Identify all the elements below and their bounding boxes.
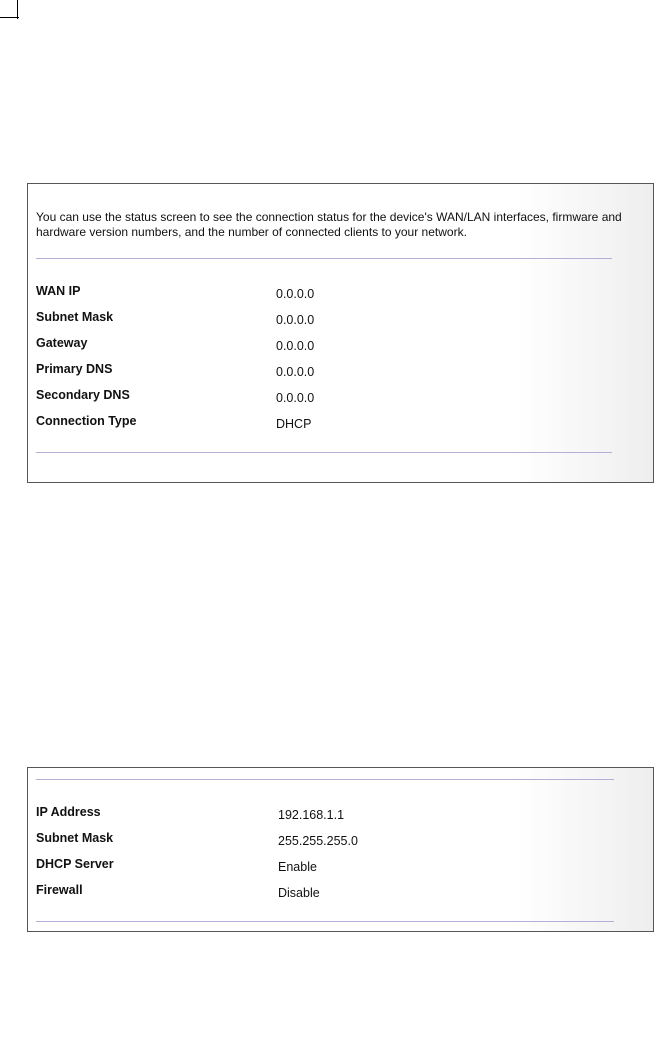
divider-top xyxy=(36,258,612,259)
connection-type-label: Connection Type xyxy=(36,414,137,428)
secondary-dns-row xyxy=(36,388,596,404)
connection-type-row xyxy=(36,414,596,430)
primary-dns-value: 0.0.0.0 xyxy=(276,365,315,379)
divider-bottom xyxy=(36,452,612,453)
primary-dns-row xyxy=(36,362,596,378)
wan-status-panel xyxy=(27,183,654,483)
firewall-value: Disable xyxy=(278,886,320,900)
gateway-value: 0.0.0.0 xyxy=(276,339,315,353)
lan-subnet-mask-label: Subnet Mask xyxy=(36,831,114,845)
wan-subnet-mask-row xyxy=(36,310,596,326)
primary-dns-label: Primary DNS xyxy=(36,362,113,376)
lan-ip-address-value: 192.168.1.1 xyxy=(278,808,345,822)
wan-ip-label: WAN IP xyxy=(36,284,81,298)
firewall-row xyxy=(36,883,596,899)
wan-ip-value: 0.0.0.0 xyxy=(276,287,315,301)
connection-type-value: DHCP xyxy=(276,417,312,431)
divider-top xyxy=(36,779,614,780)
lan-ip-address-row xyxy=(36,805,596,821)
secondary-dns-label: Secondary DNS xyxy=(36,388,130,402)
divider-bottom xyxy=(36,921,614,922)
wan-subnet-mask-label: Subnet Mask xyxy=(36,310,114,324)
dhcp-server-row xyxy=(36,857,596,873)
secondary-dns-value: 0.0.0.0 xyxy=(276,391,315,405)
dhcp-server-label: DHCP Server xyxy=(36,857,114,871)
crop-mark-vertical xyxy=(17,0,18,19)
lan-status-panel xyxy=(27,767,654,932)
gateway-row xyxy=(36,336,596,352)
lan-subnet-mask-value: 255.255.255.0 xyxy=(278,834,358,848)
lan-ip-address-label: IP Address xyxy=(36,805,101,819)
gateway-label: Gateway xyxy=(36,336,88,350)
wan-ip-row xyxy=(36,284,596,300)
dhcp-server-value: Enable xyxy=(278,860,317,874)
status-intro-text: You can use the status screen to see the connection status for the device's WAN/LAN interfaces, firmware and hardware version numbers, and the number of connected clients to your network. xyxy=(36,210,622,239)
firewall-label: Firewall xyxy=(36,883,83,897)
wan-subnet-mask-value: 0.0.0.0 xyxy=(276,313,315,327)
lan-subnet-mask-row xyxy=(36,831,596,847)
